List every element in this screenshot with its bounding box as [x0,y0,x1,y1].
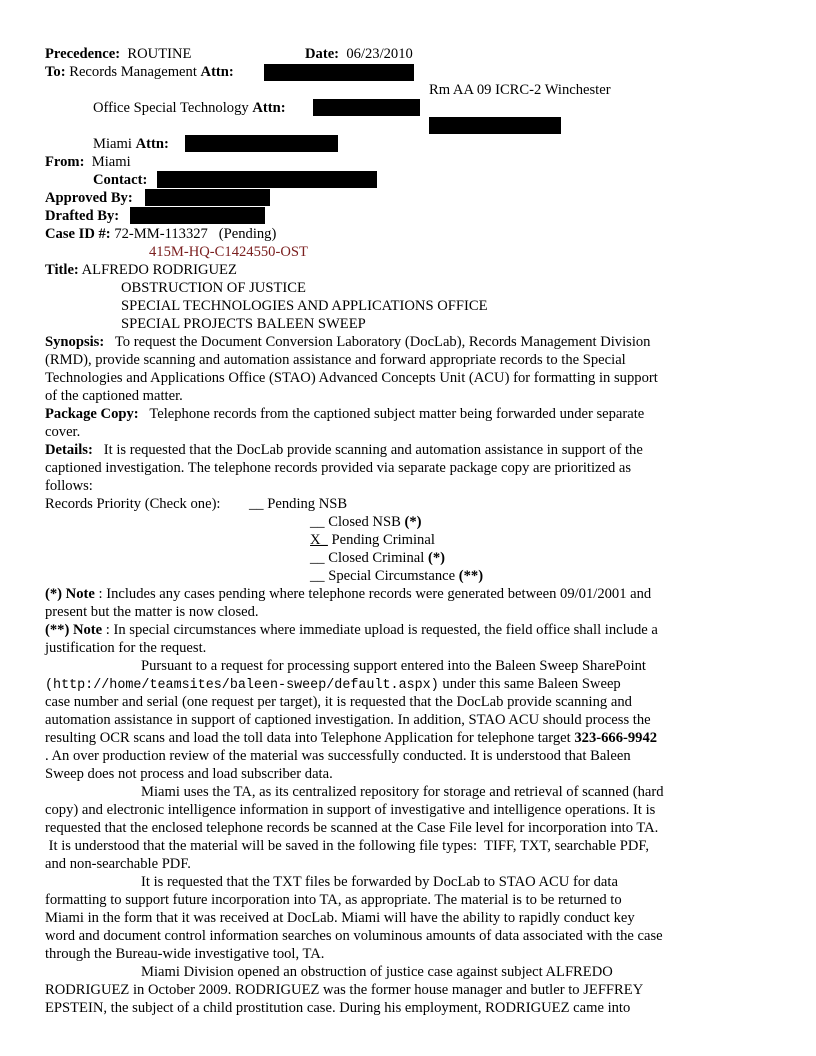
p4-line-1: Miami Division opened an obstruction of justice case against subject ALFREDO [141,964,613,980]
drafted-line [45,207,119,225]
from-label: From: [45,154,85,170]
p3-line-2: formatting to support future incorporation into TA, as appropriate. The material is to be returned to [45,892,622,908]
p2-line-2: copy) and electronic intelligence information in support of investigative and intelligence operations. It is [45,802,656,818]
priority-option-special-circumstance [310,567,483,585]
redaction-block [157,171,377,188]
redaction-block [130,207,265,224]
to-line [45,63,234,81]
approved-label: Approved By: [45,190,133,206]
from-value: Miami [91,154,131,170]
synopsis-line-2: (RMD), provide scanning and automation assistance and forward appropriate records to the Special [45,352,626,368]
title-line-3: SPECIAL TECHNOLOGIES AND APPLICATIONS OFFICE [121,298,488,314]
priority-option-text: Special Circumstance [328,568,456,584]
to-value: Records Management [69,64,197,80]
miami-name: Miami [93,136,132,152]
package-copy-line-1 [45,405,644,423]
precedence-label: Precedence: [45,46,121,62]
p3-line-5: through the Bureau-wide investigative tool, TA. [45,946,325,962]
priority-option-suffix: (*) [404,514,422,530]
title-label: Title: [45,262,79,278]
case-id-label: Case ID #: [45,226,111,242]
p3-line-1: It is requested that the TXT files be forwarded by DocLab to STAO ACU for data [141,874,618,890]
title-line [45,261,237,279]
precedence-value: ROUTINE [127,46,192,62]
synopsis-line-3: Technologies and Applications Office (STAO) Advanced Concepts Unit (ACU) for formatting in support [45,370,658,386]
redaction-block [264,64,414,81]
contact-line [93,171,147,189]
sharepoint-url: (http://home/teamsites/baleen-sweep/default.aspx) [45,678,439,693]
target-phone: 323-666-9942 [574,730,658,746]
priority-checkbox: __ [310,514,325,530]
note1-text: : Includes any cases pending where telephone records were generated between 09/01/2001 and [98,586,652,602]
package-copy-line-2: cover. [45,424,81,440]
priority-option-text: Pending NSB [267,496,348,512]
to-attn-label: Attn: [200,64,234,80]
p1-line-5 [45,729,657,747]
note2-text: : In special circumstances where immediate upload is requested, the field office shall include a [105,622,658,638]
p1-line-1: Pursuant to a request for processing support entered into the Baleen Sweep SharePoint [141,658,646,674]
p1-text: resulting OCR scans and load the toll data into Telephone Application for telephone target [45,730,571,746]
date-value: 06/23/2010 [346,46,413,62]
miami-attn-label: Attn: [135,136,169,152]
priority-option-text: Closed NSB [328,514,401,530]
priority-option-closed-criminal [310,549,445,567]
p1-line-4: automation assistance in support of captioned investigation. In addition, STAO ACU should process the [45,712,651,728]
p1-line-3: case number and serial (one request per target), it is requested that the DocLab provide scanning and [45,694,632,710]
office-special-name: Office Special Technology [93,100,249,116]
redaction-block [185,135,338,152]
priority-option-suffix: (**) [458,568,484,584]
synopsis-line-1 [45,333,650,351]
from-line [45,153,131,171]
priority-option-pending-nsb [249,495,347,513]
contact-label: Contact: [93,172,148,188]
priority-checkbox: __ [249,496,264,512]
p1-line-2 [45,675,621,695]
priority-option-pending-criminal [310,531,435,549]
p3-line-3: Miami in the form that it was received at DocLab. Miami will have the ability to rapidly conduct key [45,910,635,926]
synopsis-line-4: of the captioned matter. [45,388,183,404]
redaction-block [313,99,420,116]
note2-label: (**) Note [45,622,103,638]
details-text: It is requested that the DocLab provide scanning and automation assistance in support of the [103,442,643,458]
note1-line-2: present but the matter is now closed. [45,604,259,620]
note1-label: (*) Note [45,586,95,602]
p3-line-4: word and document control information searches on voluminous amounts of data associated with the case [45,928,663,944]
approved-line [45,189,133,207]
p2-line-3: requested that the enclosed telephone records be scanned at the Case File level for incorporation into TA. [45,820,659,836]
package-copy-label: Package Copy: [45,406,139,422]
p2-line-1: Miami uses the TA, as its centralized repository for storage and retrieval of scanned (hard [141,784,664,800]
records-priority-label: Records Priority (Check one): [45,496,221,512]
redaction-block [145,189,270,206]
p1-line-7: Sweep does not process and load subscriber data. [45,766,333,782]
note2-line-2: justification for the request. [45,640,207,656]
details-line-1 [45,441,643,459]
synopsis-text: To request the Document Conversion Laboratory (DocLab), Records Management Division [114,334,651,350]
drafted-label: Drafted By: [45,208,120,224]
priority-option-suffix: (*) [427,550,446,566]
case-id-value: 72-MM-113327 (Pending) [114,226,277,242]
note1-line-1 [45,585,651,603]
office-special-attn-label: Attn: [252,100,286,116]
details-line-3: follows: [45,478,93,494]
p1-url-tail: under this same Baleen Sweep [442,676,621,692]
to-location: Rm AA 09 ICRC-2 Winchester [429,82,611,98]
title-line-4: SPECIAL PROJECTS BALEEN SWEEP [121,316,366,332]
p2-line-4: It is understood that the material will be saved in the following file types: TIFF, TXT, searchable PDF, [45,838,649,854]
title-line-2: OBSTRUCTION OF JUSTICE [121,280,306,296]
date-label: Date: [305,46,340,62]
title-line-1: ALFREDO RODRIGUEZ [81,262,237,278]
details-label: Details: [45,442,93,458]
redaction-block [429,117,561,134]
date-line [305,45,413,63]
case-id-sub: 415M-HQ-C1424550-OST [149,244,308,260]
p4-line-3: EPSTEIN, the subject of a child prostitution case. During his employment, RODRIGUEZ came into [45,1000,631,1016]
priority-option-text: Closed Criminal [328,550,425,566]
package-copy-text: Telephone records from the captioned subject matter being forwarded under separate [149,406,645,422]
p2-line-5: and non-searchable PDF. [45,856,191,872]
priority-option-closed-nsb [310,513,422,531]
p1-line-6: . An over production review of the material was successfully conducted. It is understood that Baleen [45,748,631,764]
priority-checkbox: X_ [310,532,328,548]
priority-checkbox: __ [310,568,325,584]
case-id-line [45,225,276,243]
details-line-2: captioned investigation. The telephone records provided via separate package copy are prioritized as [45,460,632,476]
precedence-line [45,45,191,63]
synopsis-label: Synopsis: [45,334,105,350]
note2-line-1 [45,621,658,639]
priority-option-text: Pending Criminal [331,532,435,548]
to-label: To: [45,64,66,80]
miami-attn-line [93,135,169,153]
office-special-line [93,99,286,117]
p4-line-2: RODRIGUEZ in October 2009. RODRIGUEZ was the former house manager and butler to JEFFREY [45,982,644,998]
priority-checkbox: __ [310,550,325,566]
